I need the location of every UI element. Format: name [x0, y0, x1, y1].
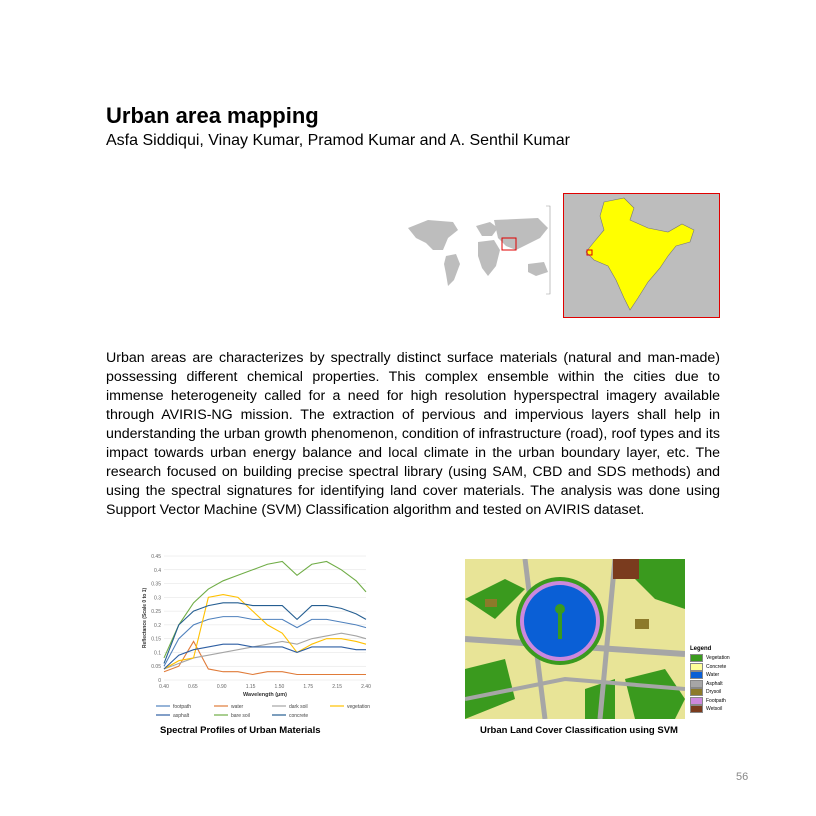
legend-swatch [690, 654, 703, 662]
x-tick-label: 1.15 [245, 684, 256, 690]
x-tick-label: 1.75 [303, 684, 314, 690]
x-tick-label: 1.50 [274, 684, 285, 690]
y-axis-label: Reflectance (Scale 0 to 1) [142, 587, 148, 649]
legend-swatch [690, 688, 703, 696]
legend-label: asphalt [173, 713, 190, 719]
legend-item [690, 697, 730, 706]
legend-label: Asphalt [706, 680, 723, 687]
legend-swatch [690, 680, 703, 688]
legend-item [690, 688, 730, 697]
australia [528, 262, 548, 276]
y-tick-label: 0.2 [154, 622, 161, 629]
y-tick-label: 0.15 [151, 636, 161, 643]
paper-title: Urban area mapping [106, 103, 319, 128]
india-outline [564, 194, 718, 316]
x-axis-label: Wavelength (µm) [243, 692, 287, 698]
legend-swatch [690, 705, 703, 713]
legend-title: Legend [690, 646, 712, 652]
legend-label: Drysoil [706, 689, 722, 696]
legend-swatch [690, 697, 703, 705]
y-tick-label: 0.4 [154, 567, 161, 574]
legend-label: Water [706, 672, 720, 679]
legend-label: Wetsoil [706, 706, 723, 713]
india-inset-map [563, 193, 720, 318]
legend-label: Concrete [706, 663, 727, 670]
x-tick-label: 0.65 [187, 684, 198, 690]
spectral-profile-chart [136, 548, 372, 720]
author-list: Asfa Siddiqui, Vinay Kumar, Pramod Kumar and A. Senthil Kumar [106, 132, 570, 149]
legend-label: water [231, 704, 244, 710]
page-number: 56 [736, 771, 749, 783]
y-tick-label: 0.1 [154, 650, 161, 657]
north-america [408, 220, 458, 250]
map-caption: Urban Land Cover Classification using SVM [480, 725, 678, 736]
africa [478, 240, 500, 276]
land-cover-legend [690, 646, 730, 714]
legend-label: Vegetation [706, 655, 730, 662]
y-tick-label: 0 [158, 678, 161, 684]
legend-label: dark soil [289, 704, 308, 710]
y-tick-label: 0.25 [151, 609, 161, 616]
world-locator-map [398, 198, 558, 298]
legend-item [690, 654, 730, 663]
abstract-text: Urban areas are characterizes by spectrally distinct surface materials (natural and man-made) possessing different chemical properties. This complex ensemble within the cities due to immense heterogeneity called for a need for high resolution hyperspectral imagery available through AVIRIS-NG mission. The extraction of pervious and impervious layers shall help in understanding the urban growth phenomenon, condition of infrastructure (road), roof types and its impact towards urban energy balance and local climate in the urban boundary layer, etc. The research focused on building precise spectral library (using SAM, CBD and SDS methods) and using the spectral signatures for identifying land cover materials. The analysis was done using Support Vector Machine (SVM) Classification algorithm and tested on AVIRIS dataset. [106, 350, 720, 518]
legend-item [690, 671, 730, 680]
chart-caption: Spectral Profiles of Urban Materials [160, 725, 321, 736]
land-cover-map [465, 559, 685, 719]
legend-label: Footpath [706, 697, 726, 704]
legend-label: concrete [289, 713, 309, 719]
y-tick-label: 0.3 [154, 595, 161, 602]
legend-item [690, 663, 730, 672]
x-tick-label: 2.15 [332, 684, 343, 690]
legend-swatch [690, 671, 703, 679]
legend-label: footpath [173, 704, 192, 710]
connector-bracket [546, 206, 550, 294]
x-tick-label: 0.40 [159, 684, 169, 690]
x-tick-label: 0.90 [216, 684, 227, 690]
legend-item [690, 680, 730, 689]
legend-label: bare soil [231, 713, 250, 719]
y-tick-label: 0.05 [151, 664, 161, 671]
y-tick-label: 0.45 [151, 554, 161, 560]
x-tick-label: 2.40 [361, 684, 371, 690]
y-tick-label: 0.35 [151, 581, 161, 588]
legend-swatch [690, 663, 703, 671]
classification-image [465, 559, 685, 719]
south-america [444, 254, 460, 286]
series-line-footpath [164, 617, 366, 667]
legend-label: vegetation [347, 704, 371, 710]
europe [476, 222, 498, 236]
legend-item [690, 705, 730, 714]
